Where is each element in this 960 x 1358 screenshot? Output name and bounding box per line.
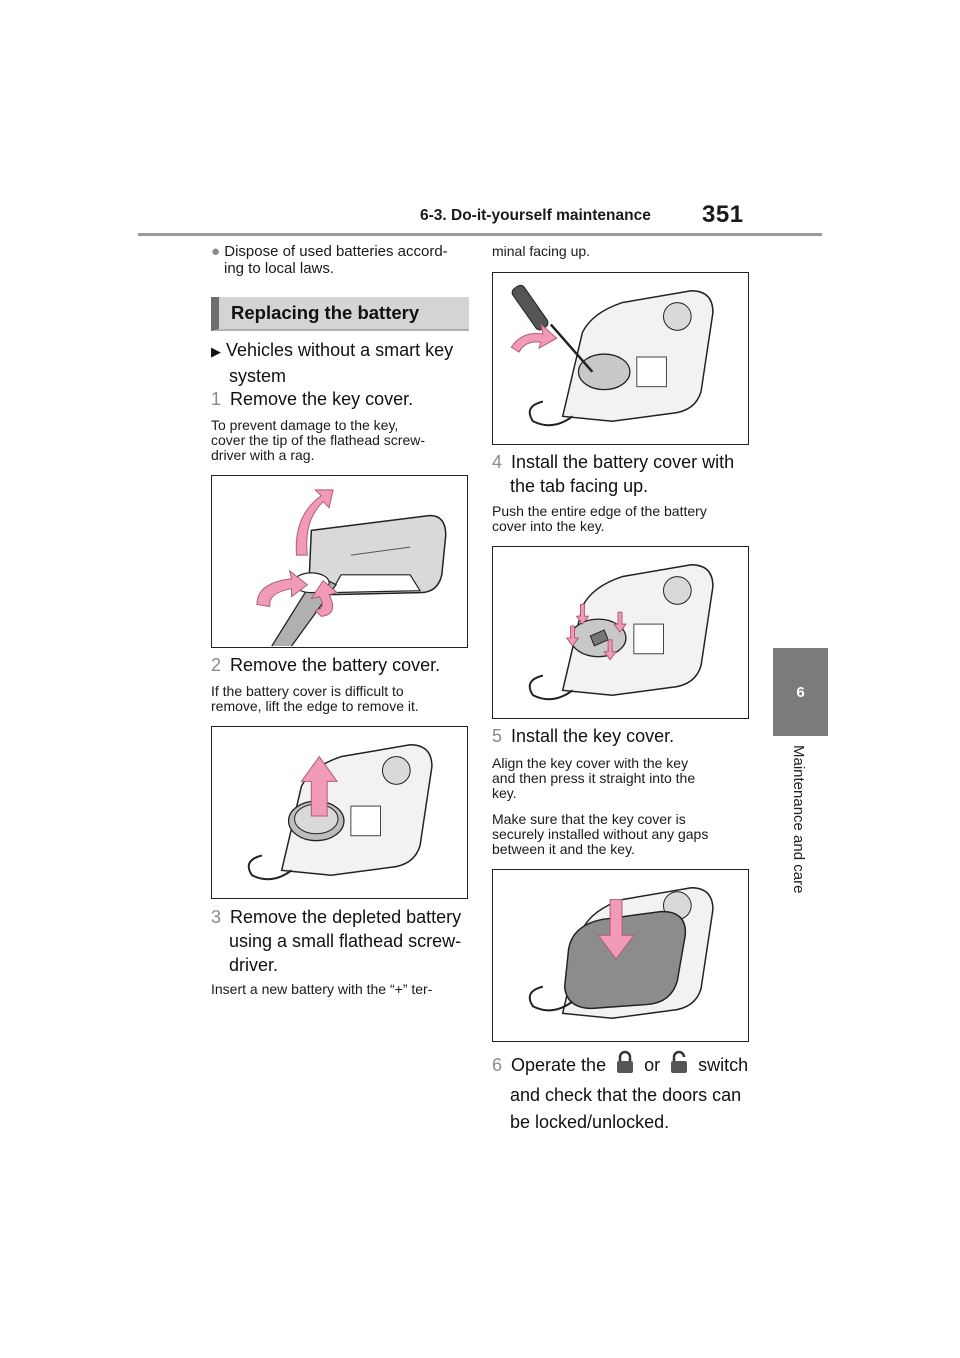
step-number: 6 — [492, 1055, 503, 1075]
note-line: remove, lift the edge to remove it. — [211, 698, 419, 714]
step-3-text-line1: Remove the depleted battery — [230, 907, 462, 927]
step-3-text-line2: using a small flathead screw- — [229, 931, 462, 951]
step-3-note-part2: minal facing up. — [492, 243, 591, 259]
note-line: securely installed without any gaps — [492, 826, 709, 842]
circle-bullet-icon: ● — [211, 243, 221, 260]
step-5-text: Install the key cover. — [511, 726, 675, 746]
note-line: If the battery cover is difficult to — [211, 683, 404, 699]
running-header-section: 6-3. Do-it-yourself maintenance — [420, 207, 651, 224]
triangle-bullet-icon: ▶ — [211, 344, 221, 359]
note-line: and then press it straight into the — [492, 770, 696, 786]
figure-remove-depleted-battery — [492, 272, 749, 445]
page-number: 351 — [702, 201, 744, 228]
bullet-dispose-line1: Dispose of used batteries accord- — [224, 243, 448, 260]
note-line: To prevent damage to the key, — [211, 417, 399, 433]
step-6-text-line2: and check that the doors can — [510, 1085, 742, 1105]
step-number: 1 — [211, 389, 222, 409]
note-line: cover into the key. — [492, 518, 605, 534]
figure-install-key-cover — [492, 869, 749, 1042]
step-1-note — [211, 418, 425, 463]
chapter-title: Maintenance and care — [790, 745, 807, 894]
note-line: Align the key cover with the key — [492, 755, 689, 771]
note-line: driver with a rag. — [211, 447, 315, 463]
step-number: 2 — [211, 655, 222, 675]
section-title: Replacing the battery — [231, 302, 420, 323]
step-2-note — [211, 684, 419, 714]
figure-remove-battery-cover — [211, 726, 468, 899]
header-rule — [138, 233, 822, 236]
note-line: Make sure that the key cover is — [492, 811, 686, 827]
step-4-text-line1: Install the battery cover with — [511, 452, 735, 472]
step-4 — [492, 450, 734, 498]
step-1-text: Remove the key cover. — [230, 389, 414, 409]
step-5 — [492, 724, 674, 748]
subheading-vehicles-without-smart-key — [211, 338, 453, 388]
bullet-dispose-line2: ing to local laws. — [224, 260, 335, 277]
step-3-note-part1: Insert a new battery with the “+” ter- — [211, 981, 433, 997]
step-4-note — [492, 504, 707, 534]
unlock-icon — [669, 1050, 689, 1080]
step-6 — [492, 1050, 748, 1134]
note-line: cover the tip of the flathead screw- — [211, 432, 425, 448]
step-2 — [211, 653, 440, 677]
step-6-text-b: or — [644, 1055, 661, 1075]
subheading-line2: system — [229, 366, 287, 386]
step-4-text-line2: the tab facing up. — [510, 476, 649, 496]
note-line: between it and the key. — [492, 841, 635, 857]
step-6-text-line3: be locked/unlocked. — [510, 1112, 670, 1132]
step-3 — [211, 905, 461, 977]
lock-icon — [615, 1050, 635, 1080]
step-5-note-2 — [492, 812, 708, 857]
step-3-text-line3: driver. — [229, 955, 279, 975]
figure-install-battery-cover — [492, 546, 749, 719]
step-number: 4 — [492, 452, 503, 472]
step-1 — [211, 387, 413, 411]
figure-remove-key-cover — [211, 475, 468, 648]
chapter-number: 6 — [796, 684, 805, 701]
section-heading-box — [211, 297, 469, 331]
note-line: Push the entire edge of the battery — [492, 503, 707, 519]
subheading-line1: Vehicles without a smart key — [226, 340, 454, 360]
step-number: 5 — [492, 726, 503, 746]
step-2-text: Remove the battery cover. — [230, 655, 441, 675]
step-6-text-a: Operate the — [511, 1055, 607, 1075]
step-number: 3 — [211, 907, 222, 927]
step-6-text-c: switch — [698, 1055, 749, 1075]
note-line: key. — [492, 785, 517, 801]
step-5-note — [492, 756, 695, 801]
bullet-dispose — [211, 243, 448, 277]
